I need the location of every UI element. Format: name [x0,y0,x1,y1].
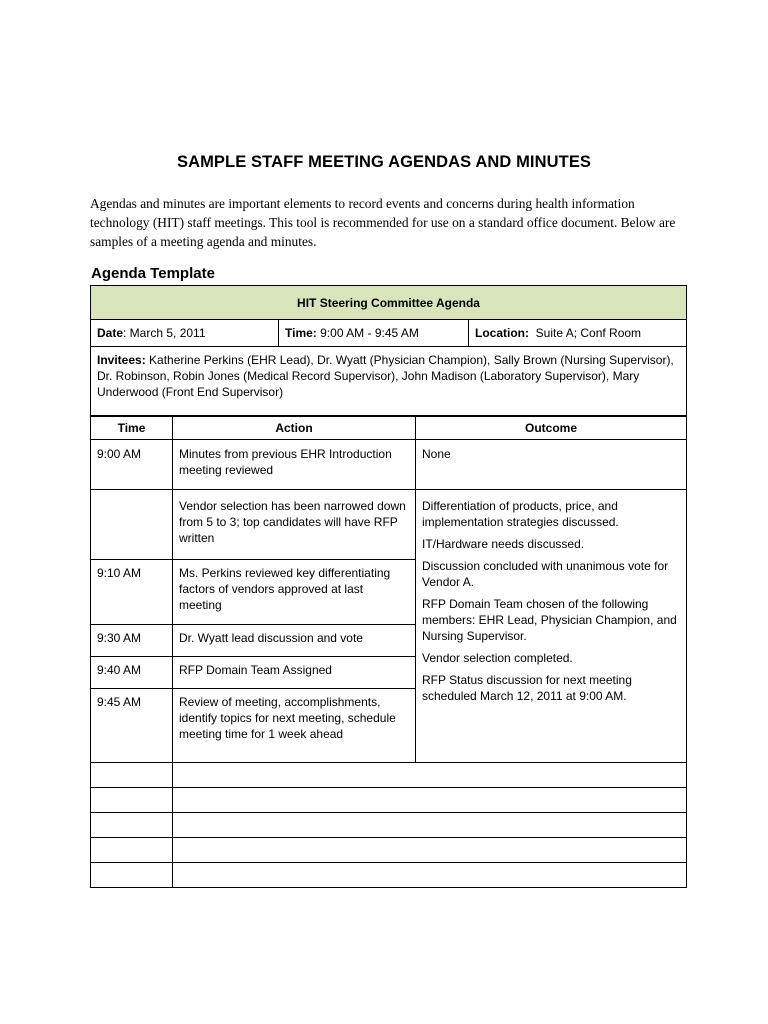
row-action: RFP Domain Team Assigned [173,657,416,689]
meeting-info-row [91,320,687,347]
column-header-row [91,416,687,440]
outcome-item: RFP Status discussion for next meeting scheduled March 12, 2011 at 9:00 AM. [422,673,632,703]
location-cell [469,320,687,347]
empty-row [91,813,687,838]
location-value: Suite A; Conf Room [529,326,642,340]
table-row [91,490,687,560]
row-time: 9:10 AM [91,560,173,625]
outcome-item: IT/Hardware needs discussed. [422,537,585,551]
time-label: Time: [285,326,317,340]
invitees-label: Invitees: [97,353,146,367]
empty-cell [173,763,687,788]
empty-row [91,838,687,863]
row-action: Ms. Perkins reviewed key differentiating factors of vendors approved at last meeting [173,560,416,625]
empty-cell [173,813,687,838]
row-action: Review of meeting, accomplishments, identify topics for next meeting, schedule meeting time for 1 week ahead [173,689,416,763]
invitees-row [91,347,687,417]
date-cell [91,320,279,347]
outcome-cell [416,490,687,763]
empty-cell [173,863,687,888]
empty-cell [173,838,687,863]
column-header-time: Time [91,416,173,440]
outcome-item: RFP Domain Team chosen of the following members: EHR Lead, Physician Champion, and Nursing Supervisor. [422,597,677,643]
empty-cell [91,863,173,888]
row-action: Minutes from previous EHR Introduction meeting reviewed [173,440,416,490]
date-label: Date [97,326,124,340]
row-time: 9:00 AM [91,440,173,490]
row-time: 9:40 AM [91,657,173,689]
invitees-value: Katherine Perkins (EHR Lead), Dr. Wyatt (Physician Champion), Sally Brown (Nursing Supervisor), Dr. Robinson, Robin Jones (Medical Record Supervisor), John Madison (Laboratory Supervisor), Mary Underwood (Front End Supervisor) [97,353,674,399]
row-time [91,490,173,560]
row-time: 9:30 AM [91,625,173,657]
date-value: : March 5, 2011 [123,326,206,340]
outcome-item: Discussion concluded with unanimous vote for Vendor A. [422,559,669,589]
empty-row [91,788,687,813]
column-header-outcome: Outcome [416,416,687,440]
row-action: Dr. Wyatt lead discussion and vote [173,625,416,657]
intro-paragraph: Agendas and minutes are important elements to record events and concerns during health information technology (HIT) staff meetings. This tool is recommended for use on a standard office document. Below are samples of a meeting agenda and minutes. [90,196,676,249]
location-label: Location: [475,326,529,340]
row-time: 9:45 AM [91,689,173,763]
empty-cell [91,763,173,788]
invitees-cell [91,347,687,417]
table-row [91,440,687,490]
agenda-banner-row [91,286,687,320]
outcome-item: Vendor selection completed. [422,651,573,665]
empty-row [91,763,687,788]
empty-cell [91,788,173,813]
agenda-title: HIT Steering Committee Agenda [91,286,687,320]
empty-cell [91,813,173,838]
row-outcome: None [416,440,687,490]
column-header-action: Action [173,416,416,440]
document-title: SAMPLE STAFF MEETING AGENDAS AND MINUTES [176,153,592,171]
outcome-item: Differentiation of products, price, and implementation strategies discussed. [422,499,619,529]
agenda-table [90,285,687,888]
row-action: Vendor selection has been narrowed down from 5 to 3; top candidates will have RFP written [173,490,416,560]
empty-row [91,863,687,888]
empty-cell [173,788,687,813]
empty-cell [91,838,173,863]
time-cell [279,320,469,347]
section-heading-agenda-template: Agenda Template [91,265,215,282]
time-value: 9:00 AM - 9:45 AM [316,326,419,340]
